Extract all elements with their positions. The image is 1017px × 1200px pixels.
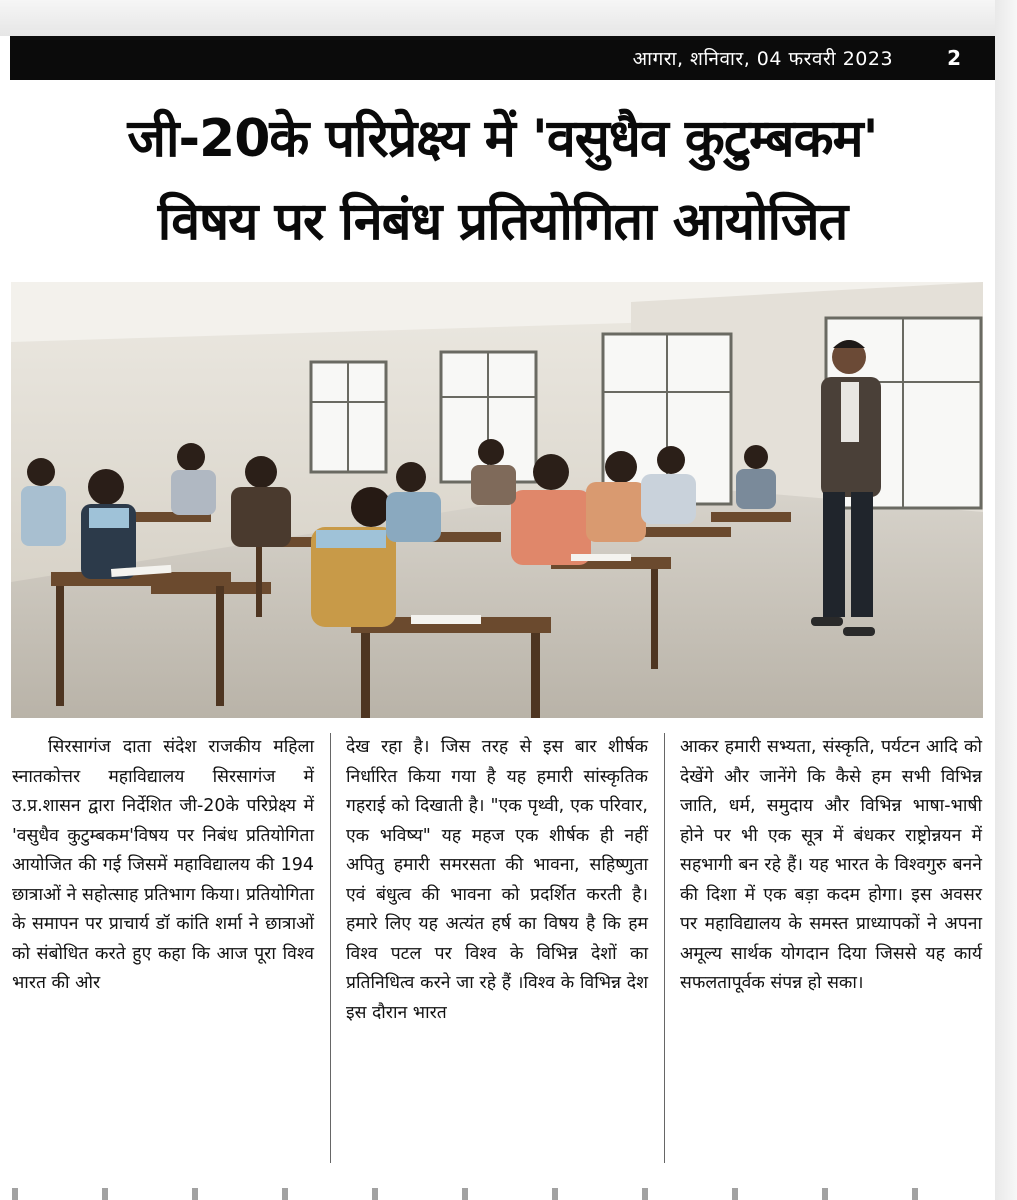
article-column-2 [346, 733, 648, 1028]
headline-line-1: जी-20के परिप्रेक्ष्य में 'वसुधैव कुटुम्बकम' [127, 109, 878, 169]
page-edge [995, 0, 1017, 1200]
article-body [12, 733, 984, 1173]
column-1-text: सिरसागंज दाता संदेश राजकीय महिला स्नातकोत्तर महाविद्यालय सिरसागंज में उ.प्र.शासन द्वारा निर्देशित जी-20के परिप्रेक्ष्य में 'वसुधैव कुटुम्बकम'विषय पर निबंध प्रतियोगिता आयोजित की गई जिसमें महाविद्यालय की 194 छात्राओं ने सहोत्साह प्रतिभाग किया। प्रतियोगिता के समापन पर प्राचार्य डॉ कांति शर्मा ने छात्राओं को संबोधित करते हुए कहा कि आज पूरा विश्व भारत की ओर [12, 737, 314, 993]
article-column-3 [680, 733, 982, 999]
column-3-text: आकर हमारी सभ्यता, संस्कृति, पर्यटन आदि को देखेंगे और जानेंगे कि कैसे हम सभी विभिन्न जाति, धर्म, समुदाय और विभिन्न भाषा-भाषी होने पर भी एक सूत्र में बंधकर राष्ट्रोन्नयन में सहभागी बन रहे हैं। यह भारत के विश्वगुरु बनने की दिशा में एक बड़ा कदम होगा। इस अवसर पर महाविद्यालय के समस्त प्राध्यापकों ने अपना अमूल्य सार्थक योगदान दिया जिससे यह कार्य सफलतापूर्वक संपन्न हो सका। [680, 737, 982, 993]
page-number: 2 [947, 46, 961, 70]
article-headline [10, 96, 995, 262]
article-photo [11, 282, 983, 718]
masthead-bar [10, 36, 995, 80]
top-margin [0, 0, 1017, 36]
article-column-1 [12, 733, 314, 999]
column-divider [664, 733, 665, 1163]
column-divider [330, 733, 331, 1163]
next-article-cutoff [12, 1188, 984, 1200]
column-2-text: देख रहा है। जिस तरह से इस बार शीर्षक निर्धारित किया गया है यह हमारी सांस्कृतिक गहराई को दिखाती है। "एक पृथ्वी, एक परिवार, एक भविष्य" यह महज एक शीर्षक ही नहीं अपितु हमारी समरसता की भावना, सहिष्णुता एवं बंधुत्व की भावना को प्रदर्शित करती है। हमारे लिए यह अत्यंत हर्ष का विषय है कि हम विश्व पटल पर विश्व के विभिन्न देशों का प्रतिनिधित्व करने जा रहे हैं ।विश्व के विभिन्न देश इस दौरान भारत [346, 737, 648, 1023]
classroom-exam-photo [11, 282, 983, 718]
headline-line-2: विषय पर निबंध प्रतियोगिता आयोजित [157, 192, 848, 252]
dateline: आगरा, शनिवार, 04 फरवरी 2023 [632, 48, 894, 70]
